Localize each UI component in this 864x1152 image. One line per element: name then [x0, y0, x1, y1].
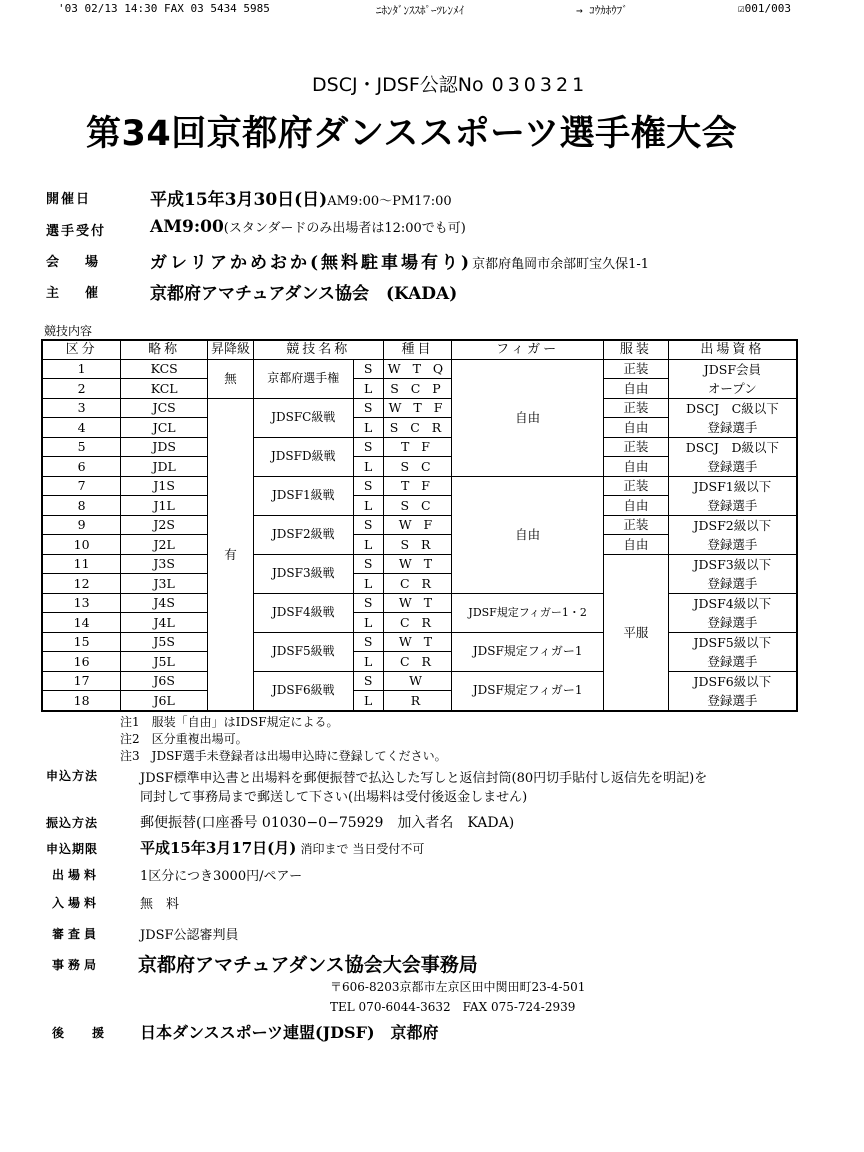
cell-dress: 正装: [603, 398, 668, 418]
qualification-line-1: JDSF6級以下: [693, 673, 772, 689]
cell-division: 16: [42, 652, 121, 672]
cell-division: 14: [42, 613, 121, 633]
cell-event: C R: [383, 652, 452, 672]
cell-dress: 正装: [603, 515, 668, 535]
cell-sl: S: [353, 593, 383, 613]
cell-qualification: [668, 632, 797, 671]
qualification-line-2: 登録選手: [707, 458, 758, 474]
certification-number: 030321: [491, 74, 589, 96]
info-label: 会場: [46, 255, 125, 270]
cell-event: T F: [383, 437, 452, 457]
cell-event: S C: [383, 457, 452, 477]
cell-division: 7: [42, 476, 121, 496]
cell-dress: 自由: [603, 496, 668, 516]
cell-sl: S: [353, 437, 383, 457]
table-row: [42, 398, 797, 418]
cell-event: S C P: [383, 379, 452, 399]
cell-abbr: JDS: [121, 437, 208, 457]
cell-dress: 自由: [603, 535, 668, 555]
table-row: [42, 476, 797, 496]
cell-qualification: [668, 515, 797, 554]
cell-abbr: KCL: [121, 379, 208, 399]
info-value: 京都府アマチュアダンス協会 (KADA): [150, 284, 458, 304]
cell-abbr: J5L: [121, 652, 208, 672]
cell-sl: S: [353, 398, 383, 418]
table-row: [42, 359, 797, 379]
cell-division: 10: [42, 535, 121, 555]
cell-competition-name: JDSFD級戦: [253, 437, 353, 476]
detail-label-admission: 入場料: [52, 896, 101, 910]
cell-sl: L: [353, 379, 383, 399]
cell-abbr: J6L: [121, 690, 208, 710]
cell-division: 17: [42, 671, 121, 690]
cell-abbr: J5S: [121, 632, 208, 652]
cell-abbr: J2L: [121, 535, 208, 555]
cell-division: 9: [42, 515, 121, 535]
qualification-line-2: 登録選手: [707, 614, 758, 630]
cell-qualification: [668, 398, 797, 437]
header-dress: 服装: [603, 340, 668, 359]
cell-sl: L: [353, 690, 383, 710]
cell-competition-name: 京都府選手権: [253, 359, 353, 398]
cell-division: 1: [42, 359, 121, 379]
cell-sl: L: [353, 574, 383, 594]
office-address: 〒606-8203京都市左京区田中関田町23-4-501: [330, 980, 586, 994]
cell-event: W T Q: [383, 359, 452, 379]
qualification-line-2: 登録選手: [707, 653, 758, 669]
note-2: 注2 区分重複出場可。: [120, 732, 248, 746]
detail-value-transfer: 郵便振替(口座番号 01030−0−75929 加入者名 KADA): [140, 815, 515, 831]
detail-value-judges: JDSF公認審判員: [140, 928, 239, 943]
header-qualification: 出場資格: [668, 340, 797, 359]
qualification-line-1: JDSF4級以下: [693, 595, 772, 611]
qualification-line-2: 登録選手: [707, 692, 758, 708]
qualification-line-1: JDSF会員: [703, 361, 762, 377]
table-row: [42, 632, 797, 652]
table-header-row: [42, 340, 797, 359]
table-row: [42, 515, 797, 535]
page-title: 第34回京都府ダンススポーツ選手権大会: [86, 114, 738, 154]
cell-abbr: KCS: [121, 359, 208, 379]
cell-sl: L: [353, 457, 383, 477]
header-name: 競技名称: [253, 340, 383, 359]
header-abbr: 略称: [121, 340, 208, 359]
competition-table: [41, 339, 798, 712]
info-label: 主催: [46, 286, 125, 301]
cell-dress: 正装: [603, 476, 668, 496]
cell-competition-name: JDSF1級戦: [253, 476, 353, 515]
header-figure: フィガー: [452, 340, 604, 359]
cell-division: 3: [42, 398, 121, 418]
cell-event: T F: [383, 476, 452, 496]
fax-datetime: '03 02/13 14:30 FAX 03 5434 5985: [58, 2, 270, 15]
cell-competition-name: JDSF3級戦: [253, 554, 353, 593]
cell-division: 12: [42, 574, 121, 594]
qualification-line-1: JDSF3級以下: [693, 556, 772, 572]
cell-event: C R: [383, 574, 452, 594]
detail-label-transfer: 振込方法: [46, 816, 99, 830]
cell-division: 6: [42, 457, 121, 477]
cell-qualification: [668, 593, 797, 632]
cell-event: W T: [383, 593, 452, 613]
info-label: 開催日: [46, 192, 92, 207]
office-tel-fax: TEL 070-6044-3632 FAX 075-724-2939: [330, 1000, 576, 1014]
cell-event: W: [383, 671, 452, 690]
cell-abbr: J2S: [121, 515, 208, 535]
cell-qualification: [668, 359, 797, 398]
cell-promotion: 有: [208, 398, 254, 711]
detail-value-deadline: 平成15年3月17日(月) 消印まで 当日受付不可: [140, 839, 425, 857]
cell-competition-name: JDSF6級戦: [253, 671, 353, 711]
cell-dress: 自由: [603, 418, 668, 438]
cell-event: S C R: [383, 418, 452, 438]
detail-label-apply: 申込方法: [46, 769, 99, 783]
detail-label-deadline: 申込期限: [46, 842, 99, 856]
cell-abbr: JDL: [121, 457, 208, 477]
note-1: 注1 服装「自由」はIDSF規定による。: [120, 715, 339, 729]
cell-division: 18: [42, 690, 121, 710]
info-organizer: [46, 282, 458, 304]
cell-event: S C: [383, 496, 452, 516]
detail-value-entry-fee: 1区分につき3000円/ペアー: [140, 869, 303, 884]
cell-qualification: [668, 554, 797, 593]
cell-event: W T F: [383, 398, 452, 418]
qualification-line-2: 登録選手: [707, 497, 758, 513]
cell-division: 11: [42, 554, 121, 574]
cell-qualification: [668, 476, 797, 515]
table-row: [42, 554, 797, 574]
qualification-line-1: JDSF2級以下: [693, 517, 772, 533]
certification-label: DSCJ・JDSF公認No: [312, 74, 484, 96]
cell-division: 13: [42, 593, 121, 613]
cell-sl: S: [353, 359, 383, 379]
cell-sl: L: [353, 535, 383, 555]
cell-event: W F: [383, 515, 452, 535]
cell-dress: 正装: [603, 359, 668, 379]
cell-abbr: JCL: [121, 418, 208, 438]
detail-value-apply-2: 同封して事務局まで郵送して下さい(出場料は受付後返金しません): [140, 790, 528, 805]
cell-dress: 自由: [603, 379, 668, 399]
cell-abbr: J1L: [121, 496, 208, 516]
cell-abbr: J3S: [121, 554, 208, 574]
cell-dress: 平服: [603, 554, 668, 711]
detail-value-apply: JDSF標準申込書と出場料を郵便振替で払込した写しと返信封筒(80円切手貼付し返信先を明記)を: [140, 771, 708, 786]
fax-sender: ﾆﾎﾝﾀﾞﾝｽｽﾎﾟｰﾂﾚﾝﾒｲ: [376, 4, 464, 17]
cell-event: C R: [383, 613, 452, 633]
fax-recipient: → ｺｳｶﾎｳﾌﾞ: [576, 4, 628, 17]
info-venue: [46, 251, 650, 273]
cell-sl: L: [353, 496, 383, 516]
certification-line: [312, 70, 588, 97]
cell-sl: S: [353, 671, 383, 690]
info-date: [46, 188, 452, 210]
cell-sl: L: [353, 613, 383, 633]
qualification-line-1: DSCJ C級以下: [686, 400, 779, 416]
fax-page: ☑001/003: [738, 2, 791, 15]
qualification-line-2: 登録選手: [707, 536, 758, 552]
info-value: ガレリアかめおか(無料駐車場有り)京都府亀岡市余部町宝久保1-1: [150, 253, 650, 273]
cell-figure: 自由: [452, 476, 604, 593]
cell-competition-name: JDSF2級戦: [253, 515, 353, 554]
info-reception: [46, 217, 466, 239]
detail-value-admission: 無 料: [140, 897, 180, 912]
cell-event: W T: [383, 554, 452, 574]
qualification-line-2: 登録選手: [707, 419, 758, 435]
table-caption: 競技内容: [44, 324, 93, 338]
cell-abbr: J3L: [121, 574, 208, 594]
cell-sl: L: [353, 418, 383, 438]
info-label: 選手受付: [46, 224, 107, 239]
cell-division: 5: [42, 437, 121, 457]
qualification-line-2: 登録選手: [707, 575, 758, 591]
cell-competition-name: JDSFC級戦: [253, 398, 353, 437]
cell-division: 4: [42, 418, 121, 438]
detail-label-office: 事務局: [52, 958, 101, 972]
table-row: [42, 437, 797, 457]
cell-sl: L: [353, 652, 383, 672]
cell-division: 8: [42, 496, 121, 516]
cell-abbr: JCS: [121, 398, 208, 418]
cell-sl: S: [353, 515, 383, 535]
header-event: 種目: [383, 340, 452, 359]
detail-value-office: 京都府アマチュアダンス協会大会事務局: [138, 954, 478, 976]
detail-label-entry-fee: 出場料: [52, 868, 101, 882]
cell-competition-name: JDSF4級戦: [253, 593, 353, 632]
qualification-line-1: DSCJ D級以下: [685, 439, 779, 455]
cell-figure: JDSF規定フィガー1・2: [452, 593, 604, 632]
cell-dress: 自由: [603, 457, 668, 477]
detail-label-support: 後援: [52, 1026, 133, 1040]
cell-division: 2: [42, 379, 121, 399]
cell-abbr: J1S: [121, 476, 208, 496]
cell-promotion: 無: [208, 359, 254, 398]
cell-dress: 正装: [603, 437, 668, 457]
cell-sl: S: [353, 554, 383, 574]
cell-qualification: [668, 671, 797, 711]
cell-sl: S: [353, 476, 383, 496]
cell-qualification: [668, 437, 797, 476]
cell-abbr: J6S: [121, 671, 208, 690]
qualification-line-1: JDSF5級以下: [693, 634, 772, 650]
cell-sl: S: [353, 632, 383, 652]
cell-abbr: J4L: [121, 613, 208, 633]
detail-value-support: 日本ダンススポーツ連盟(JDSF) 京都府: [140, 1023, 439, 1042]
header-division: 区分: [42, 340, 121, 359]
qualification-line-1: JDSF1級以下: [693, 478, 772, 494]
qualification-line-2: オープン: [707, 380, 757, 396]
cell-abbr: J4S: [121, 593, 208, 613]
cell-division: 15: [42, 632, 121, 652]
info-value: 平成15年3月30日(日)AM9:00〜PM17:00: [150, 190, 452, 210]
cell-figure: JDSF規定フィガー1: [452, 671, 604, 711]
note-3: 注3 JDSF選手未登録者は出場申込時に登録してください。: [120, 749, 447, 763]
cell-event: R: [383, 690, 452, 710]
header-promotion: 昇降級: [208, 340, 254, 359]
cell-figure: 自由: [452, 359, 604, 476]
table-row: [42, 593, 797, 613]
cell-event: S R: [383, 535, 452, 555]
cell-event: W T: [383, 632, 452, 652]
detail-label-judges: 審査員: [52, 927, 101, 941]
table-row: [42, 671, 797, 690]
cell-figure: JDSF規定フィガー1: [452, 632, 604, 671]
cell-competition-name: JDSF5級戦: [253, 632, 353, 671]
info-value: AM9:00(スタンダードのみ出場者は12:00でも可): [150, 217, 466, 237]
